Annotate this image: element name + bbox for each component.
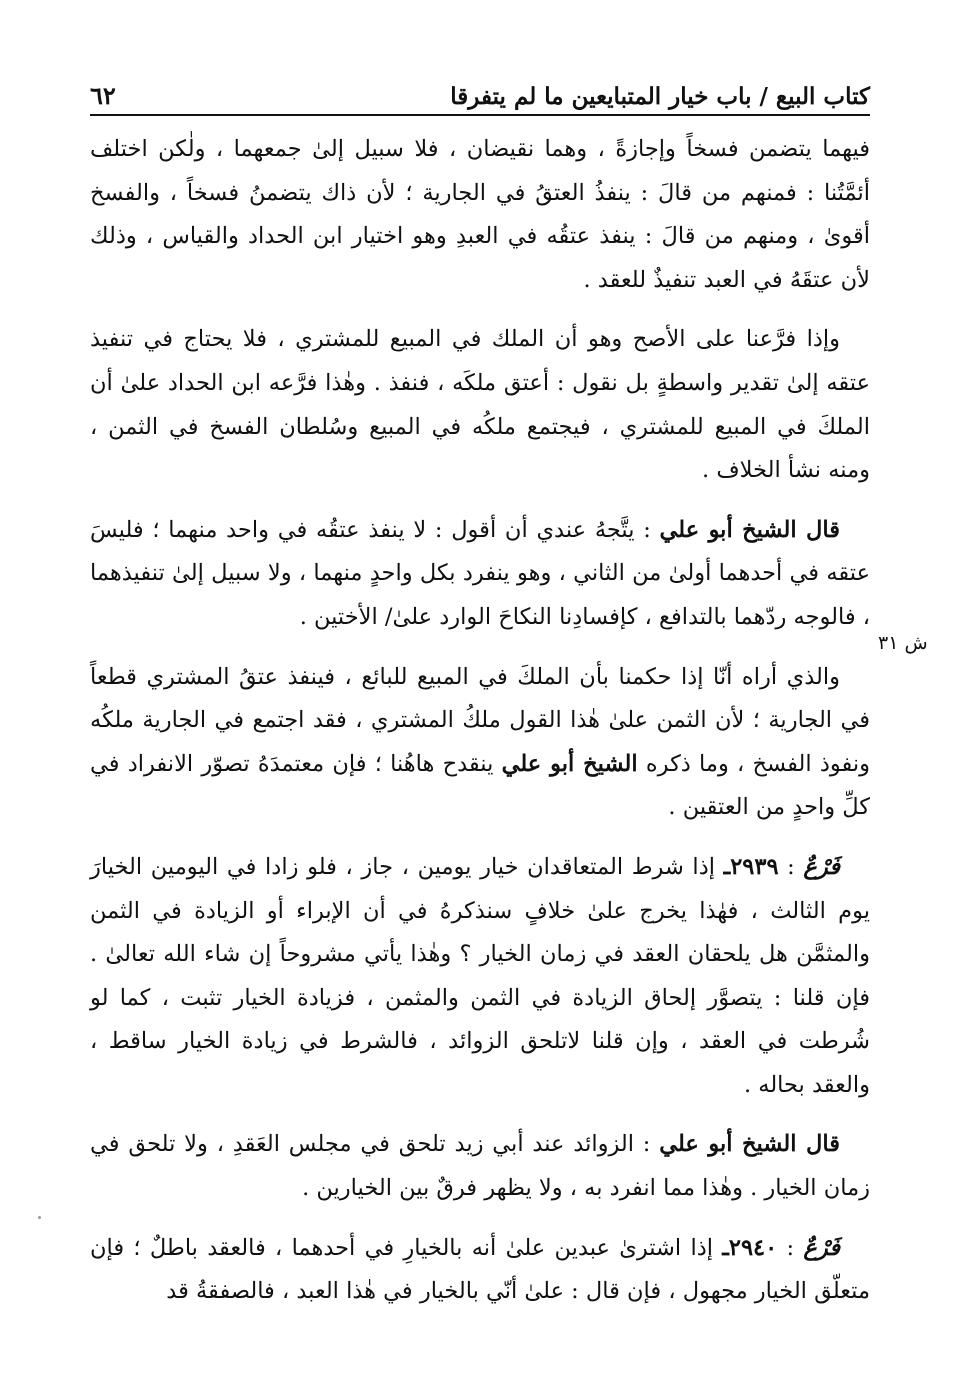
paragraph-6-text: : الزوائد عند أبي زيد تلحق في مجلس العَقدِ ، ولا تلحق في زمان الخيار . وهٰذا مما انفرد به ، ولا يظهر فرقٌ بين الخيارين . — [90, 1131, 870, 1202]
paragraph-4-text-b: ينقدح هاهُنا ؛ فإن معتمدَهُ تصوّر الانفراد في كلِّ واحدٍ من العتقين . — [90, 750, 870, 821]
paragraph-5: فَرْعٌ : ٢٩٣٩ـ إذا شرط المتعاقدان خيار يومين ، جاز ، فلو زادا في اليومين الخيارَ يوم الثالث ، فهٰذا يخرج علىٰ خلافٍ سنذكرهُ في أن الإبراء أو الزيادة في الثمن والمثمَّن هل يلحقان العقد في زمان الخيار ؟ وهٰذا يأتي مشروحاً إن شاء الله تعالىٰ . فإن قلنا : يتصوَّر إلحاق الزيادة في الثمن والمثمن ، فزيادة الخيار تثبت ، كما لو شُرطت في العقد ، وإن قلنا لاتلحق الزوائد ، فالشرط في زيادة الخيار ساقط ، والعقد بحاله . — [90, 853, 870, 1098]
scholar-name: قال الشيخ أبو علي — [659, 516, 840, 543]
running-title: كتاب البيع / باب خيار المتبايعين ما لم يتفرقا — [450, 83, 870, 110]
paragraph-4 — [90, 656, 870, 830]
paragraph-1: فيهما يتضمن فسخاً وإجازةً ، وهما نقيضان ، فلا سبيل إلىٰ جمعهما ، ولٰكن اختلف أئمَّتُنا : فمنهم من قالَ : ينفذُ العتقُ في الجارية ؛ لأن ذاك يتضمنُ فسخاً ، والفسخ أقوىٰ ، ومنهم من قالَ : ينفذ عتقُه في العبدِ وهو اختيار ابن الحداد والقياس ، وذلك لأن عتقَهُ في العبد تنفيذٌ للعقد . — [90, 136, 870, 293]
running-header — [90, 72, 870, 116]
branch-label: فَرْعٌ — [803, 1234, 840, 1261]
scan-speck — [38, 1216, 41, 1219]
branch-label: فَرْعٌ — [803, 853, 841, 880]
paragraph-6 — [90, 1123, 870, 1210]
scholar-name: قال الشيخ أبو علي — [659, 1131, 841, 1158]
page-number: ٦٢ — [90, 81, 116, 110]
paragraph-3 — [90, 509, 870, 640]
document-page — [90, 72, 870, 1314]
manuscript-folio-note: ش ٣١ — [878, 632, 928, 654]
paragraph-7-text: إذا اشترىٰ عبدين علىٰ أنه بالخيارِ في أحدهما ، فالعقد باطلٌ ؛ فإن متعلّق الخيار مجهول ، فإن قال : علىٰ أنّي بالخيار في هٰذا العبد ، فالصفقةُ قد — [90, 1234, 870, 1305]
issue-number: ٢٩٤٠ـ — [722, 1234, 778, 1261]
paragraph-3-text: : يتَّجهُ عندي أن أقول : لا ينفذ عتقُه في واحد منهما ؛ فليسَ عتقه في أحدهما أولىٰ من الثاني ، وهو ينفرد بكل واحدٍ منهما ، ولا سبيل إلىٰ تنفيذهما ، فالوجه ردّهما بالتدافع ، كإفسادِنا النكاحَ الوارد علىٰ/ الأختين . — [90, 516, 870, 630]
issue-number: ٢٩٣٩ـ — [723, 853, 779, 880]
paragraph-2: وإذا فرَّعنا على الأصح وهو أن الملك في المبيع للمشتري ، فلا يحتاج في تنفيذ عتقه إلىٰ تقدير واسطةٍ بل نقول : أعتق ملكَه ، فنفذ . وهٰذا فرَّعه ابن الحداد علىٰ أن الملكَ في المبيع للمشتري ، فيجتمع ملكُه في المبيع وسُلطان الفسخ في الثمن ، ومنه نشأ الخلاف . — [90, 326, 870, 484]
paragraph-7: فَرْعٌ : ٢٩٤٠ـ إذا اشترىٰ عبدين علىٰ أنه بالخيارِ في أحدهما ، فالعقد باطلٌ ؛ فإن متعلّق الخيار مجهول ، فإن قال : علىٰ أنّي بالخيار في هٰذا العبد ، فالصفقةُ قد — [90, 1234, 870, 1305]
paragraph-5-text: إذا شرط المتعاقدان خيار يومين ، جاز ، فلو زادا في اليومين الخيارَ يوم الثالث ، فهٰذا يخرج علىٰ خلافٍ سنذكرهُ في أن الإبراء أو الزيادة في الثمن والمثمَّن هل يلحقان العقد في زمان الخيار ؟ وهٰذا يأتي مشروحاً إن شاء الله تعالىٰ . فإن قلنا : يتصوَّر إلحاق الزيادة في الثمن والمثمن ، فزيادة الخيار تثبت ، كما لو شُرطت في العقد ، وإن قلنا لاتلحق الزوائد ، فالشرط في زيادة الخيار ساقط ، والعقد بحاله . — [90, 853, 870, 1098]
paragraph-4-text-a: والذي أراه أنّا إذا حكمنا بأن الملكَ في المبيع للبائع ، فينفذ عتقُ المشتري قطعاً في الجارية ؛ لأن الثمن علىٰ هٰذا القول ملكُ المشتري ، فقد اجتمع في الجارية ملكُه ونفوذ الفسخ ، وما ذكره — [90, 663, 870, 777]
scholar-name: الشيخ أبو علي — [501, 750, 638, 777]
